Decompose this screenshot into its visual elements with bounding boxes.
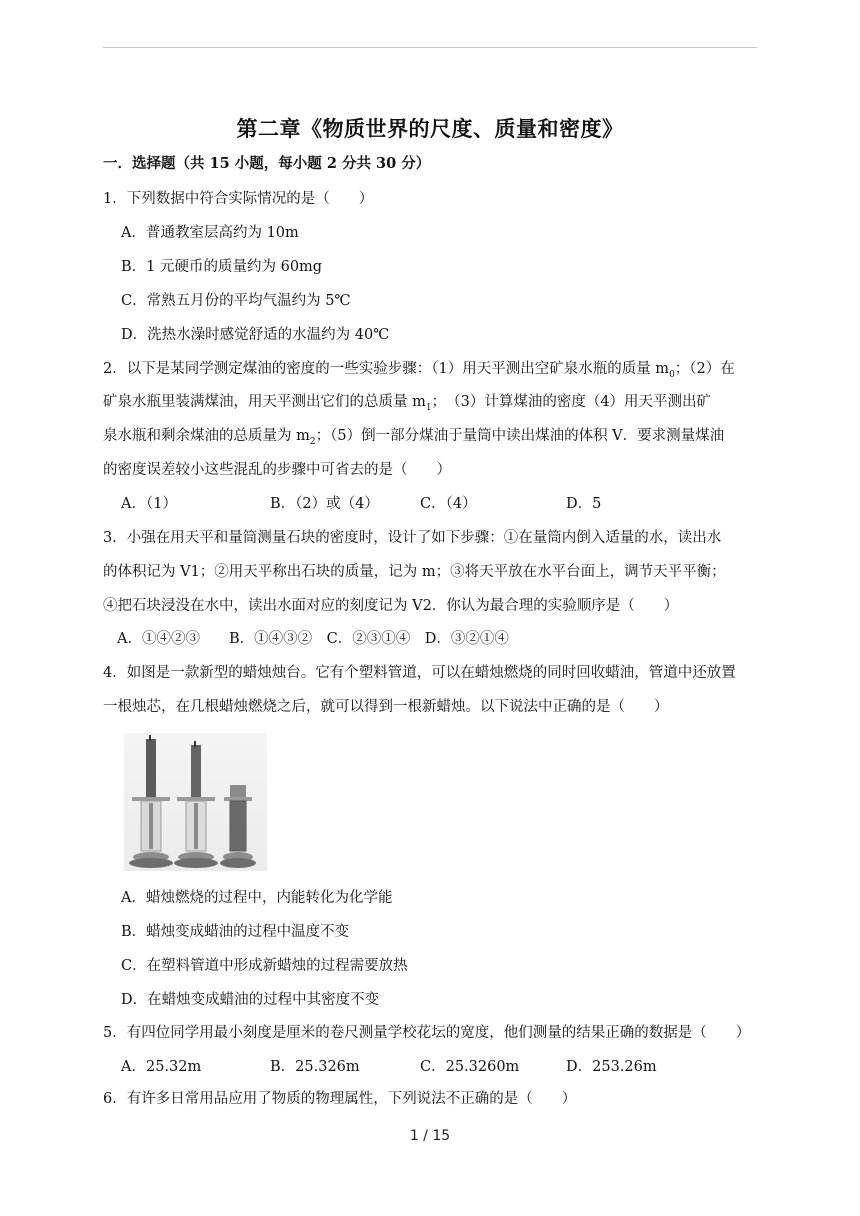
question-2-line-3: 泉水瓶和剩余煤油的总质量为 $m_2$；（5）倒一部分煤油于量筒中读出煤油的体积 V．要求测量煤油: [103, 428, 725, 447]
question-2-option-d: D．5: [566, 496, 602, 512]
page-title: 第二章《物质世界的尺度、质量和密度》: [236, 116, 624, 141]
question-1-option-b: B．1 元硬币的质量约为 60mg: [121, 259, 323, 275]
question-2-line-1: 2．以下是某同学测定煤油的密度的一些实验步骤：（1）用天平测出空矿泉水瓶的质量 $m_0$；（2）在: [103, 361, 735, 380]
question-2-option-c: C．（4）: [420, 496, 477, 512]
question-1-option-c: C．常熟五月份的平均气温约为 5℃: [121, 293, 351, 309]
question-1-option-d: D．洗热水澡时感觉舒适的水温约为 40℃: [121, 327, 390, 343]
question-2-line-4: 的密度误差较小这些混乱的步骤中可省去的是（ ）: [103, 462, 451, 478]
question-3-line-1: 3．小强在用天平和量筒测量石块的密度时，设计了如下步骤：①在量筒内倒入适量的水，读出水: [103, 530, 722, 546]
section-heading: 一．选择题（共 15 小题，每小题 2 分共 30 分）: [103, 155, 431, 172]
header-rule: [103, 47, 757, 48]
question-3-line-2: 的体积记为 V1；②用天平称出石块的质量，记为 m；③将天平放在水平台面上，调节天平平衡；: [103, 564, 726, 580]
question-4-line-1: 4．如图是一款新型的蜡烛烛台。它有个塑料管道，可以在蜡烛燃烧的同时回收蜡油，管道中还放置: [103, 665, 736, 681]
question-4-option-b: B．蜡烛变成蜡油的过程中温度不变: [121, 924, 350, 940]
question-1-stem: 1．下列数据中符合实际情况的是（ ）: [103, 191, 374, 207]
question-4-option-a: A．蜡烛燃烧的过程中，内能转化为化学能: [121, 890, 393, 906]
question-5-option-b: B．25.326m: [270, 1059, 360, 1075]
question-3-options: A．①④②③ B．①④③② C．②③①④ D．③②①④: [117, 631, 509, 647]
question-5-option-c: C．25.3260m: [420, 1059, 520, 1075]
candle-holder-illustration: [124, 733, 267, 871]
question-2-line-2: 矿泉水瓶里装满煤油，用天平测出它们的总质量 $m_1$； （3）计算煤油的密度（4）用天平测出矿: [103, 394, 712, 413]
question-5-stem: 5．有四位同学用最小刻度是厘米的卷尺测量学校花坛的宽度，他们测量的结果正确的数据是（ ）: [103, 1025, 751, 1041]
question-2-option-a: A．（1）: [121, 496, 177, 512]
question-3-line-3: ④把石块浸没在水中，读出水面对应的刻度记为 V2．你认为最合理的实验顺序是（ ）: [103, 598, 679, 614]
question-4-option-c: C．在塑料管道中形成新蜡烛的过程需要放热: [121, 958, 408, 974]
question-4-line-2: 一根烛芯，在几根蜡烛燃烧之后，就可以得到一根新蜡烛。以下说法中正确的是（ ）: [103, 699, 669, 715]
question-2-option-b: B．（2）或（4）: [270, 496, 379, 512]
question-1-option-a: A．普通教室层高约为 10m: [121, 225, 299, 241]
page-number: 1 / 15: [409, 1128, 451, 1144]
question-5-option-a: A．25.32m: [121, 1059, 202, 1075]
candle-holder-photo: [124, 733, 267, 871]
question-4-option-d: D．在蜡烛变成蜡油的过程中其密度不变: [121, 992, 380, 1008]
question-6-stem: 6．有许多日常用品应用了物质的物理属性，下列说法不正确的是（ ）: [103, 1091, 577, 1107]
question-5-option-d: D．253.26m: [566, 1059, 657, 1075]
